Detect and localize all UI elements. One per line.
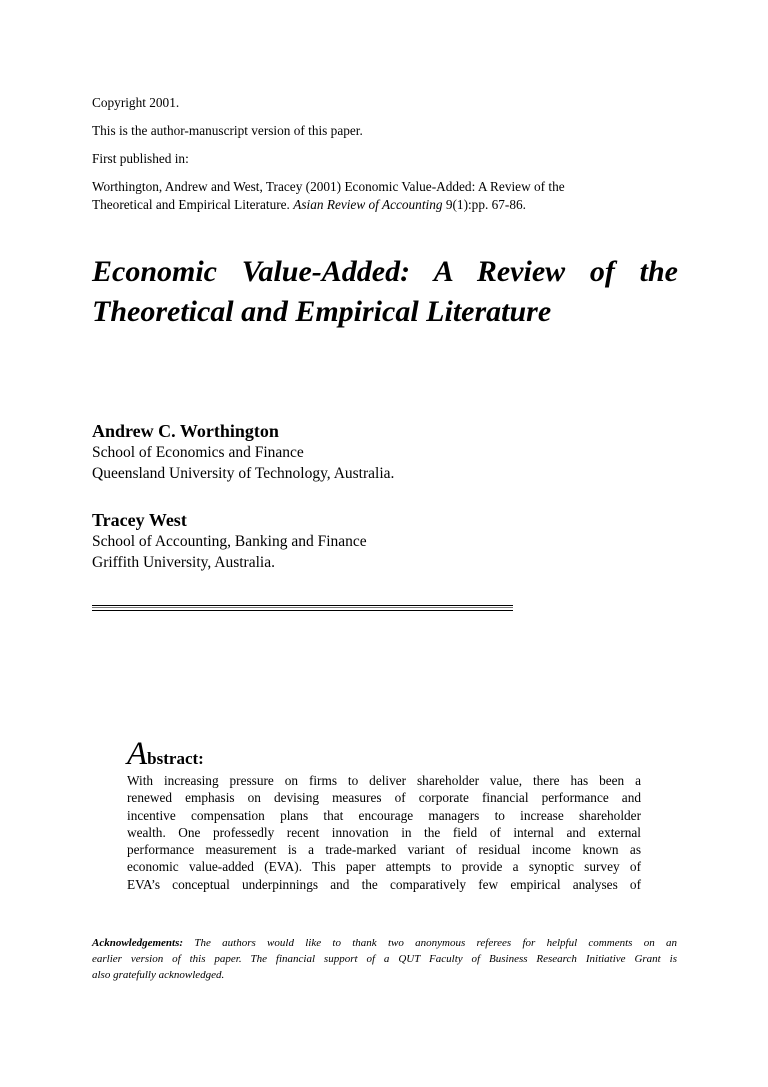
citation-volume-pages: 9(1):pp. 67-86. — [442, 197, 526, 212]
acknowledgements-line-1 — [92, 935, 677, 951]
acknowledgements-label: Acknowledgements: — [92, 937, 184, 949]
citation-line-1: Worthington, Andrew and West, Tracey (2001) Economic Value-Added: A Review of the — [92, 179, 565, 194]
abstract-line: economic value-added (EVA). This paper attempts to provide a synoptic survey of — [127, 859, 641, 875]
paper-title — [92, 252, 678, 332]
abstract-heading-initial: A — [127, 736, 148, 772]
acknowledgements-line-2: earlier version of this paper. The financial support of a QUT Faculty of Business Research Initiative Grant is — [92, 953, 677, 965]
abstract-line: performance measurement is a trade-marked variant of residual income known as — [127, 842, 641, 858]
abstract-heading-rest: bstract: — [147, 749, 204, 768]
author-institution: Queensland University of Technology, Australia. — [92, 465, 395, 482]
manuscript-note: This is the author-manuscript version of this paper. — [92, 123, 363, 138]
section-divider — [92, 605, 513, 611]
citation-journal: Asian Review of Accounting — [293, 197, 443, 212]
abstract-line: renewed emphasis on devising measures of corporate financial performance and — [127, 790, 641, 806]
author-name: Tracey West — [92, 510, 187, 530]
abstract-line: With increasing pressure on firms to deliver shareholder value, there has been a — [127, 773, 641, 788]
abstract-line: wealth. One professedly recent innovation in the field of internal and external — [127, 824, 641, 840]
author-institution: Griffith University, Australia. — [92, 554, 275, 571]
citation-line-2 — [92, 196, 692, 214]
abstract-line: EVA’s conceptual underpinnings and the comparatively few empirical analyses of — [127, 876, 641, 892]
author-block-2 — [92, 509, 367, 573]
author-department: School of Accounting, Banking and Finance — [92, 533, 367, 550]
author-block-1 — [92, 420, 394, 484]
acknowledgements-line-1-text: The authors would like to thank two anonymous referees for helpful comments on an — [183, 937, 677, 949]
abstract-line: incentive compensation plans that encourage managers to increase shareholder — [127, 807, 641, 823]
copyright-line: Copyright 2001. — [92, 95, 180, 110]
abstract-heading — [127, 734, 204, 774]
first-published-label: First published in: — [92, 151, 189, 166]
title-line-1: Economic Value-Added: A Review of the — [92, 255, 678, 288]
abstract-body — [127, 772, 641, 893]
acknowledgements-line-3: also gratefully acknowledged. — [92, 969, 225, 981]
author-name: Andrew C. Worthington — [92, 421, 279, 441]
citation — [92, 178, 692, 214]
acknowledgements — [92, 935, 677, 983]
title-line-2: Theoretical and Empirical Literature — [92, 295, 552, 328]
author-department: School of Economics and Finance — [92, 444, 304, 461]
citation-line-2-text: Theoretical and Empirical Literature. — [92, 197, 294, 212]
